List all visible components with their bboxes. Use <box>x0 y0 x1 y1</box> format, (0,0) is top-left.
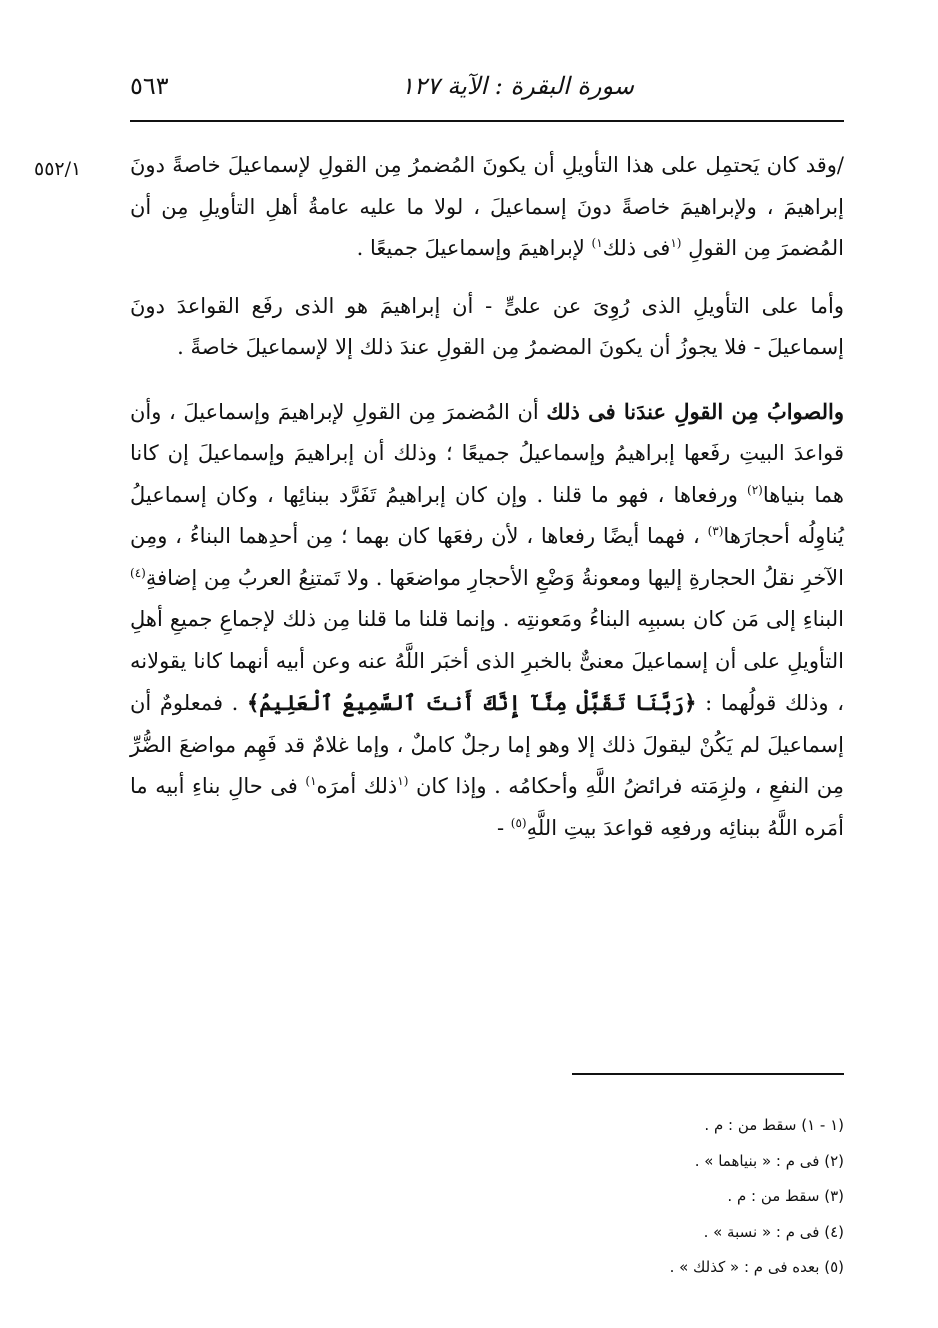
page-number: ٥٦٣ <box>130 72 169 100</box>
footnote-marker-1-close: ١) <box>591 236 603 250</box>
paragraph-3 <box>130 391 844 850</box>
footnote-3: (٣) سقط من : م . <box>727 1187 844 1205</box>
paragraph-3-part-b: ورفعاها ، فهو ما قلنا . وإن كان إبراهيمُ تَفَرَّد ببنائِها ، وكان إسماعيلُ يُناوِلُه أحجارَها <box>130 482 844 548</box>
paragraph-1-end: لإبراهيمَ وإسماعيلَ جميعًا . <box>356 236 585 260</box>
footnote-4: (٤) فى م : « نسبة » . <box>703 1222 844 1241</box>
paragraph-1-mid: فى ذلك <box>602 236 671 260</box>
paragraph-3-part-a: أن المُضمرَ مِن القولِ لإبراهيمَ وإسماعيلَ ، وأن قواعدَ البيتِ رفَعها إبراهيمُ وإسماعيلُ جميعًا ؛ وذلك أن إبراهيمَ وإسماعيلَ إن كانا هما بنياها <box>130 399 844 507</box>
paragraph-3-end: - <box>496 815 505 840</box>
footnote-marker-5: (٥) <box>510 815 527 830</box>
footnote-1: (١ - ١) سقط من : م . <box>704 1116 844 1134</box>
footnote-marker-2: (٢) <box>747 482 763 497</box>
running-title: سورة البقرة : الآية ١٢٧ <box>400 72 634 100</box>
footnote-5: (٥) بعده فى م : « كذلك » . <box>669 1258 844 1276</box>
footnotes <box>330 1108 844 1286</box>
margin-reference: ٥٥٢/١ <box>34 158 82 180</box>
paragraph-2-text: وأما على التأويلِ الذى رُوِىَ عن علىٍّ - أن إبراهيمَ هو الذى رفَع القواعدَ دونَ إسماعيلَ - فلا يجوزُ أن يكونَ المضمرُ مِن القولِ عندَ ذلك إلا لإسماعيلَ خاصةً . <box>130 293 844 359</box>
footnote-marker-3: (٣) <box>707 524 724 538</box>
footnote-marker-1-open: (١ <box>670 236 682 250</box>
paragraph-3-part-g: فى حالِ بناءِ أبيه ما أمَره اللَّهُ ببنائِه ورفعِه قواعدَ بيتِ اللَّهِ <box>130 774 844 840</box>
paragraph-3-part-c: ، فهما أيضًا رفعاها ، لأن رفعَها كان بهما ؛ مِن أحدِهما البناءُ ، ومِن الآخرِ نقلُ الحجارةِ إليها ومعونةُ وَضْعِ الأحجارِ مواضعَها . ولا تَمتنِعُ العربُ مِن إضافةِ <box>130 524 844 590</box>
footnote-marker-1b-close: ١) <box>305 774 317 788</box>
paragraph-1 <box>130 145 844 270</box>
main-text <box>130 145 844 849</box>
paragraph-3-part-e: . فمعلومٌ أن إسماعيلَ لم يَكُنْ ليقولَ ذلك إلا وهو إما رجلٌ كاملٌ ، وإما غلامٌ قد فَهِم مواضعَ الضُّرِّ مِن النفعِ ، ولزِمَته فرائضُ اللَّهِ وأحكامُه . وإذا كان <box>130 691 844 798</box>
footnote-marker-1b-open: (١ <box>397 774 409 788</box>
paragraph-3-part-d: البناءِ إلى مَن كان بسببِه البناءُ ومَعونتِه . وإنما قلنا ما قلنا مِن ذلك لإجماعِ جميعِ أهلِ التأويلِ على أن إسماعيلَ معنىٌّ بالخبرِ الذى أخبَر اللَّهُ عنه وعن أبيه أنهما كانا يقولانه ، وذلك قولُهما : <box>130 607 844 715</box>
footnote-marker-4: (٤) <box>130 565 146 580</box>
quran-verse: ﴿رَبَّنَا تَقَبَّلْ مِنَّآ إِنَّكَ أَنتَ ٱلسَّمِيعُ ٱلْعَلِيمُ﴾ <box>247 690 697 715</box>
paragraph-1-text: /وقد كان يَحتمِل على هذا التأويلِ أن يكونَ المُضمرُ مِن القولِ لإسماعيلَ خاصةً دونَ إبراهيمَ ، ولإبراهيمَ خاصةً دونَ إسماعيلَ ، لولا ما عليه عامةُ أهلِ التأويلِ مِن أن المُضمرَ مِن القولِ <box>130 153 844 260</box>
header-rule <box>130 120 844 122</box>
paragraph-3-lead: والصوابُ مِن القولِ عندَنا فى ذلك <box>546 398 844 424</box>
footnote-rule <box>572 1073 844 1075</box>
paragraph-3-part-f: ذلك أمرَه <box>316 774 398 798</box>
footnote-2: (٢) فى م : « بنياهما » . <box>694 1151 844 1170</box>
page-header <box>130 72 844 108</box>
paragraph-2 <box>130 286 844 369</box>
